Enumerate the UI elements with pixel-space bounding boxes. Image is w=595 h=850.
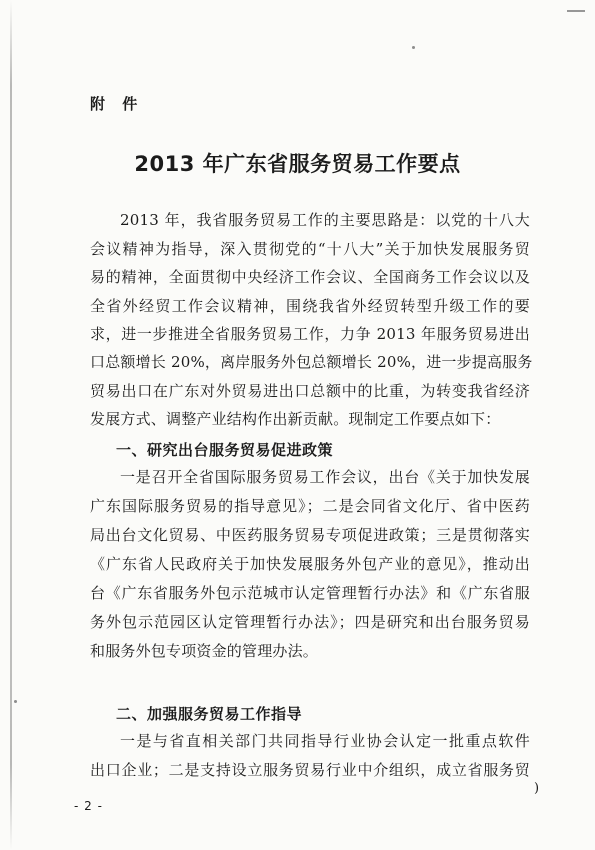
scan-speck bbox=[14, 700, 17, 703]
scan-shadow-left bbox=[10, 0, 12, 850]
intro-line: 易的精神，全面贯彻中央经济工作会议、全国商务工作会议以及 bbox=[90, 268, 530, 286]
section1-line: 台《广东省服务外包示范城市认定管理暂行办法》和《广东省服 bbox=[90, 584, 530, 602]
intro-line: 口总额增长 20%，离岸服务外包总额增长 20%，进一步提高服务 bbox=[90, 353, 533, 371]
intro-line: 发展方式、调整产业结构作出新贡献。现制定工作要点如下： bbox=[90, 410, 501, 428]
margin-mark: ) bbox=[534, 781, 540, 796]
intro-line: 全省外经贸工作会议精神，围绕我省外经贸转型升级工作的要 bbox=[90, 297, 530, 315]
section2-line: 一是与省直相关部门共同指导行业协会认定一批重点软件 bbox=[120, 732, 530, 750]
section1-line: 局出台文化贸易、中医药服务贸易专项促进政策；三是贯彻落实 bbox=[90, 526, 530, 544]
section1-line: 《广东省人民政府关于加快发展服务外包产业的意见》，推动出 bbox=[90, 555, 530, 573]
section1-line: 广东国际服务贸易的指导意见》；二是会同省文化厅、省中医药 bbox=[90, 497, 530, 515]
section2-line: 出口企业；二是支持设立服务贸易行业中介组织，成立省服务贸 bbox=[90, 761, 530, 779]
section1-line: 一是召开全省国际服务贸易工作会议，出台《关于加快发展 bbox=[120, 468, 530, 486]
section-heading-1: 一、研究出台服务贸易促进政策 bbox=[116, 441, 334, 459]
intro-line: 会议精神为指导，深入贯彻党的“十八大”关于加快发展服务贸 bbox=[90, 240, 530, 258]
section1-line: 和服务外包专项资金的管理办法。 bbox=[90, 642, 319, 660]
section-heading-2: 二、加强服务贸易工作指导 bbox=[116, 705, 303, 723]
attachment-label: 附 件 bbox=[90, 95, 144, 113]
section1-line: 务外包示范园区认定管理暂行办法》；四是研究和出台服务贸易 bbox=[90, 613, 530, 631]
scan-speck bbox=[412, 46, 415, 49]
scan-mark-top-right bbox=[567, 10, 585, 12]
intro-line: 贸易出口在广东对外贸易进出口总额中的比重，为转变我省经济 bbox=[90, 382, 530, 400]
document-title: 2013 年广东省服务贸易工作要点 bbox=[134, 152, 461, 176]
page-number: - 2 - bbox=[74, 799, 103, 813]
intro-line: 2013 年，我省服务贸易工作的主要思路是：以党的十八大 bbox=[120, 211, 530, 229]
intro-line: 求，进一步推进全省服务贸易工作，力争 2013 年服务贸易进出 bbox=[90, 325, 530, 343]
